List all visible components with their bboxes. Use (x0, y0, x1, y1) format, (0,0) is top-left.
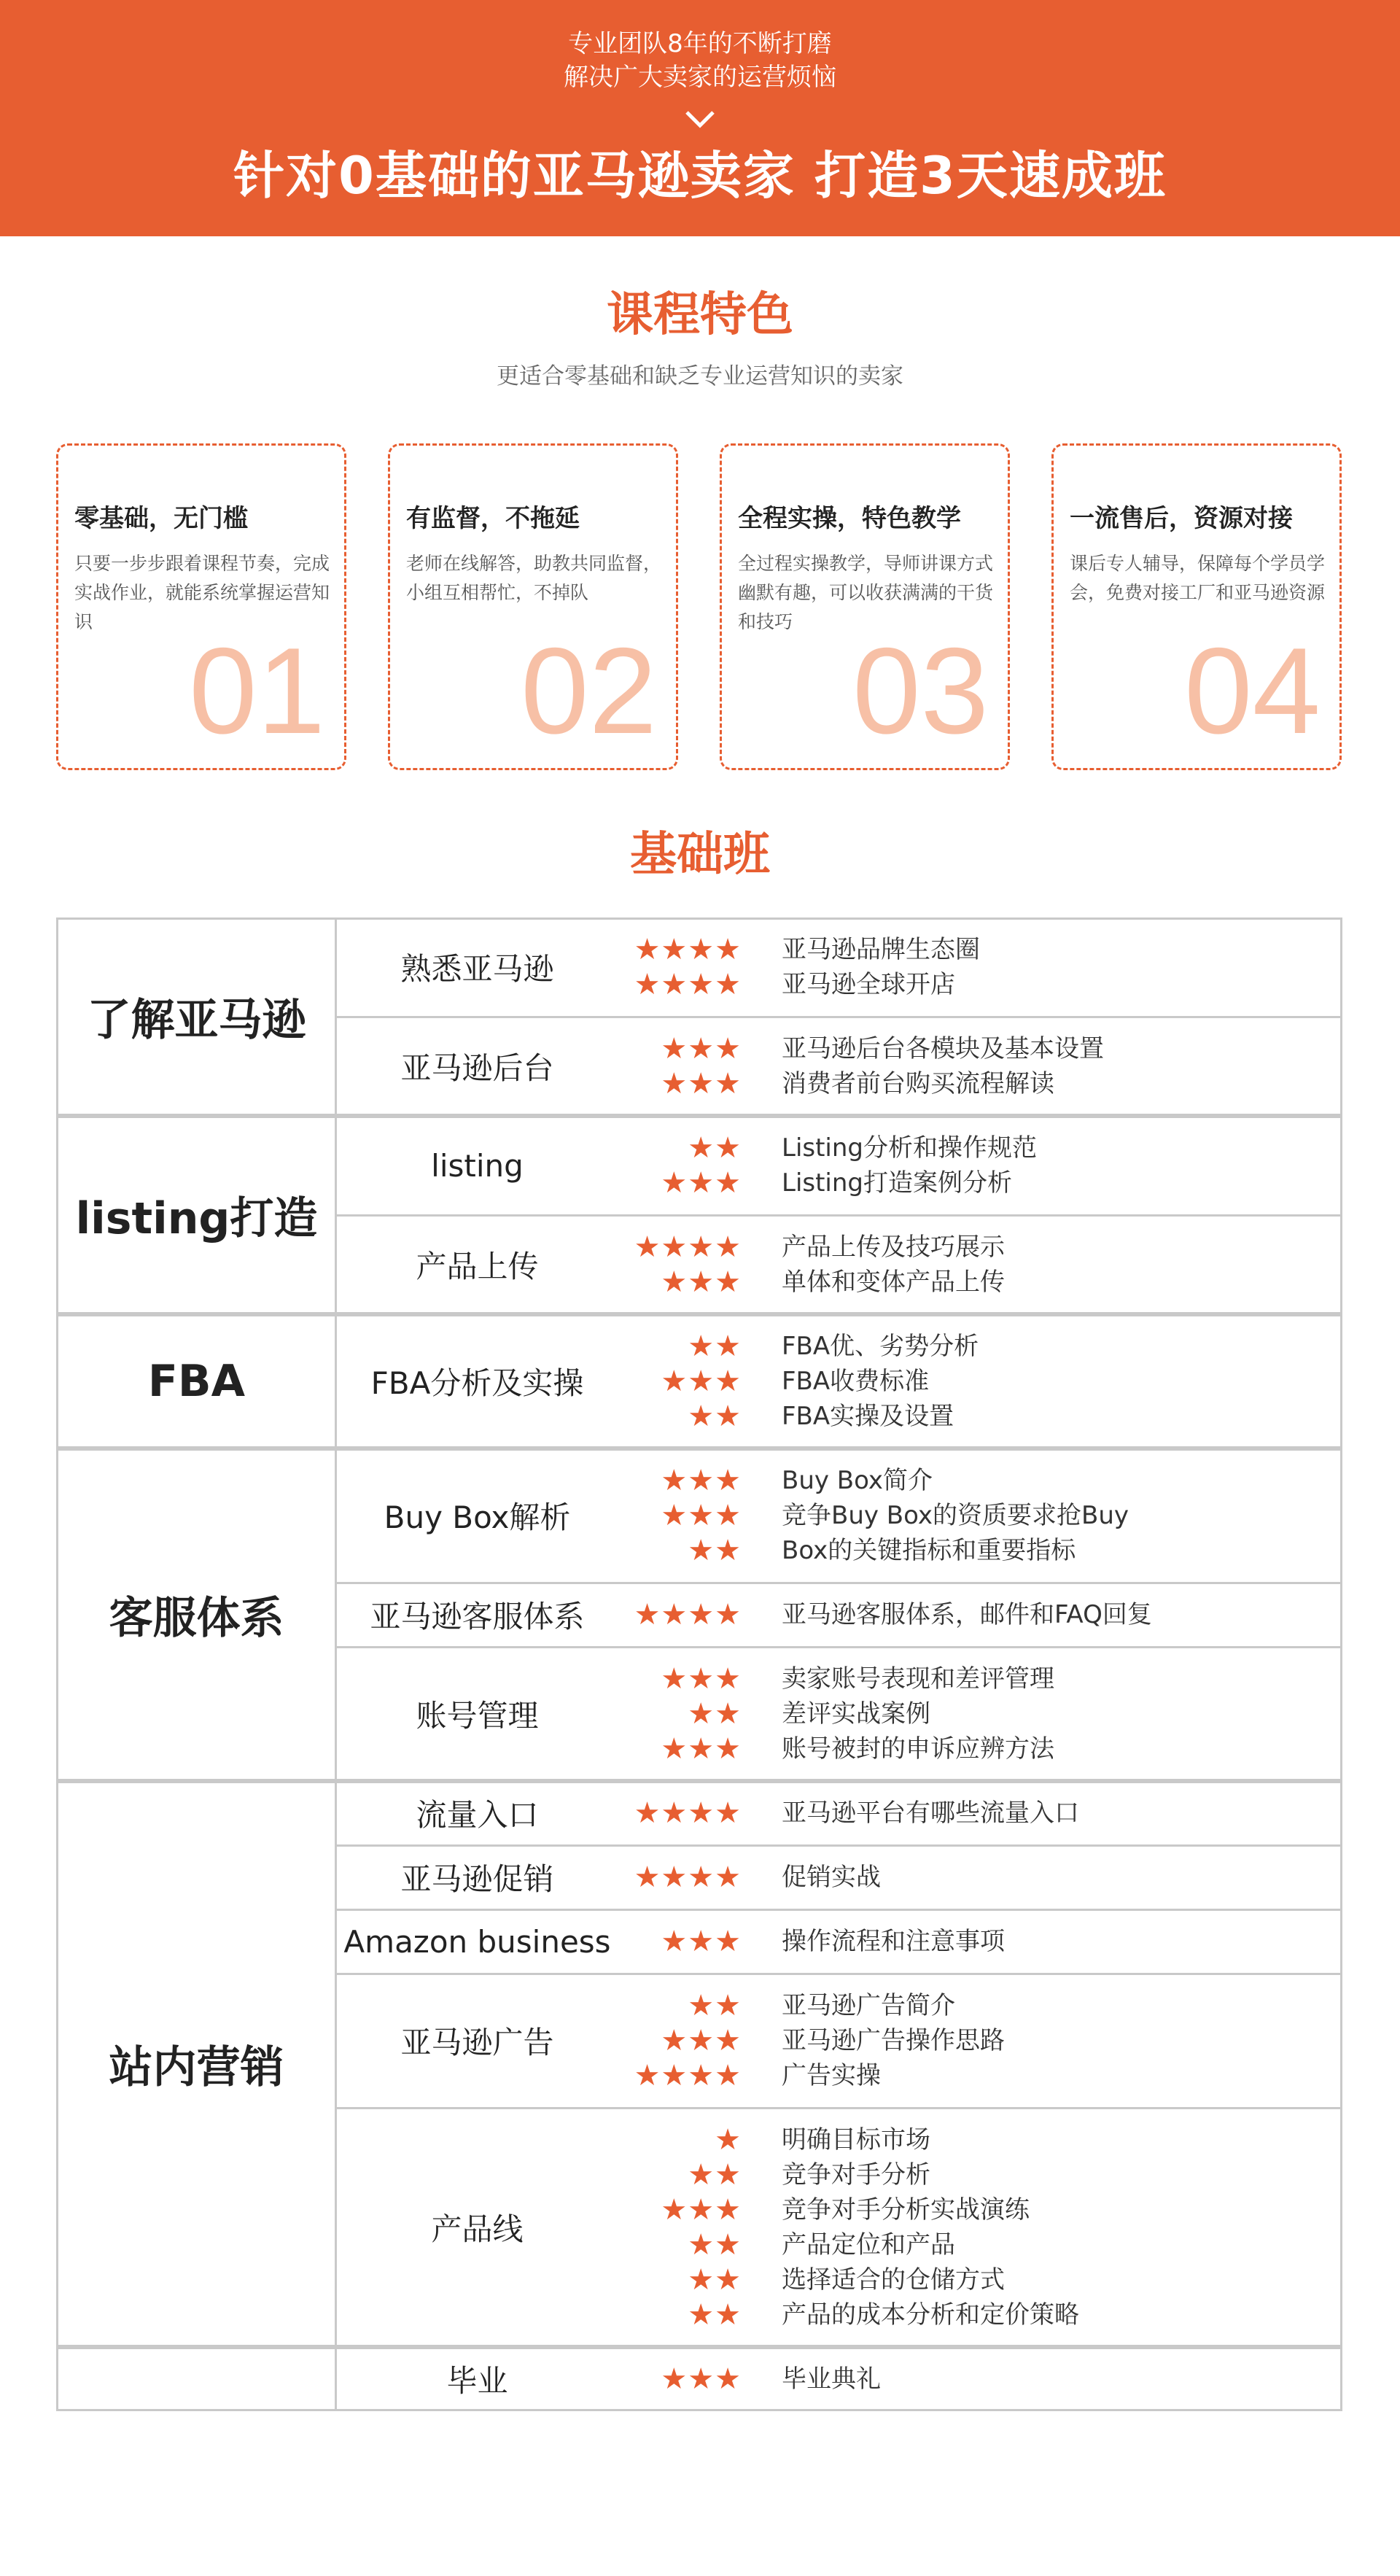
category-content-border (335, 1448, 1342, 1781)
chevron-down-icon (684, 108, 716, 130)
feature-card-desc: 只要一步步跟着课程节奏，完成实战作业，就能系统掌握运营知识 (74, 553, 330, 632)
star-rating: ★★★ (661, 1732, 742, 1766)
feature-card-title: 全程实操，特色教学 (738, 504, 961, 533)
star-rating: ★★★ (661, 1032, 742, 1066)
star-rating: ★★★★ (634, 968, 742, 1001)
module-name: 亚马逊促销 (400, 1861, 554, 1897)
feature-card-title: 有监督，不拖延 (406, 504, 580, 533)
topic-item: 亚马逊客服体系，邮件和FAQ回复 (782, 1600, 1152, 1629)
module-name: 毕业 (446, 2363, 508, 2399)
module-name: 亚马逊后台 (400, 1050, 554, 1086)
category-content-border (335, 1116, 1342, 1314)
topic-item: Box的关键指标和重要指标 (782, 1536, 1076, 1565)
module-name: Buy Box解析 (384, 1500, 571, 1535)
module-name: 流量入口 (416, 1797, 539, 1833)
category-name: listing打造 (75, 1193, 318, 1244)
topic-item: 卖家账号表现和差评管理 (782, 1664, 1054, 1694)
star-rating: ★★ (688, 2263, 742, 2297)
star-rating: ★★ (688, 2158, 742, 2192)
topic-item: Listing打造案例分析 (782, 1168, 1013, 1198)
star-rating: ★★ (688, 2298, 742, 2332)
feature-card-desc: 全过程实操教学，导师讲课方式幽默有趣，可以收获满满的干货和技巧 (738, 553, 994, 632)
category-name: 了解亚马逊 (87, 995, 306, 1046)
banner-line-1: 专业团队8年的不断打磨 (568, 29, 832, 58)
topic-item: 亚马逊全球开店 (782, 970, 955, 999)
star-rating: ★★★ (661, 2193, 742, 2227)
category-cell-border (56, 1116, 337, 1314)
star-rating: ★★ (688, 1131, 742, 1165)
star-rating: ★★★★ (634, 1796, 742, 1830)
category-cell-border (56, 2347, 337, 2411)
course-table (56, 917, 1342, 2411)
course-title: 基础班 (630, 828, 770, 882)
star-rating: ★★★★ (634, 1861, 742, 1894)
category-name: 站内营销 (109, 2042, 284, 2093)
topic-item: 亚马逊品牌生态圈 (782, 935, 980, 964)
topic-item: FBA收费标准 (782, 1367, 930, 1396)
feature-card-desc: 课后专人辅导，保障每个学员学会，免费对接工厂和亚马逊资源 (1070, 553, 1326, 603)
topic-item: 操作流程和注意事项 (782, 1927, 1005, 1956)
features-title: 课程特色 (607, 288, 793, 342)
star-rating: ★★★ (661, 1365, 742, 1398)
category-name: 客服体系 (109, 1593, 284, 1644)
category-cell-border (56, 1448, 337, 1781)
top-banner (0, 0, 1400, 236)
star-rating: ★★ (688, 1697, 742, 1731)
topic-item: 竞争对手分析 (782, 2160, 930, 2189)
topic-item: 竞争Buy Box的资质要求抢Buy (782, 1501, 1129, 1530)
category-content-border (335, 1781, 1342, 2347)
module-name: 账号管理 (416, 1698, 539, 1734)
star-rating: ★★★ (661, 1499, 742, 1532)
star-rating: ★ (715, 2123, 742, 2157)
topic-item: 差评实战案例 (782, 1699, 930, 1729)
feature-card-desc: 老师在线解答，助教共同监督，小组互相帮忙，不掉队 (406, 553, 662, 603)
topic-item: Listing分析和操作规范 (782, 1133, 1038, 1163)
topic-item: 产品的成本分析和定价策略 (782, 2300, 1079, 2329)
category-content-border (335, 2347, 1342, 2411)
module-name: 亚马逊客服体系 (370, 1599, 585, 1634)
topic-item: 竞争对手分析实战演练 (782, 2195, 1030, 2224)
feature-card-number: 03 (852, 622, 989, 759)
feature-card-number: 04 (1184, 622, 1321, 759)
topic-item: 账号被封的申诉应辨方法 (782, 1734, 1054, 1764)
topic-item: Buy Box简介 (782, 1466, 933, 1495)
category-cell-border (56, 1314, 337, 1448)
topic-item: 亚马逊平台有哪些流量入口 (782, 1799, 1079, 1828)
topic-item: 促销实战 (782, 1863, 881, 1892)
star-rating: ★★ (688, 1330, 742, 1363)
module-name: 熟悉亚马逊 (400, 951, 554, 987)
topic-item: 选择适合的仓储方式 (782, 2265, 1005, 2294)
feature-card-3 (720, 443, 1010, 770)
star-rating: ★★★ (661, 2024, 742, 2057)
module-name: 亚马逊广告 (400, 2025, 554, 2060)
category-name: FBA (147, 1356, 246, 1407)
star-rating: ★★★★ (634, 2059, 742, 2092)
star-rating: ★★★ (661, 1067, 742, 1101)
topic-item: 产品定位和产品 (782, 2230, 955, 2259)
star-rating: ★★★★ (634, 933, 742, 966)
star-rating: ★★★★ (634, 1598, 742, 1632)
star-rating: ★★ (688, 1534, 742, 1567)
module-name: listing (431, 1147, 524, 1184)
star-rating: ★★★ (661, 1662, 742, 1696)
star-rating: ★★ (688, 2228, 742, 2262)
category-content-border (335, 917, 1342, 1116)
star-rating: ★★★ (661, 2362, 742, 2396)
module-name: 产品上传 (416, 1249, 539, 1284)
feature-card-number: 01 (189, 622, 325, 759)
banner-title: 针对0基础的亚马逊卖家 打造3天速成班 (233, 146, 1167, 206)
star-rating: ★★★ (661, 1464, 742, 1497)
banner-line-2: 解决广大卖家的运营烦恼 (564, 63, 836, 92)
category-cell-border (56, 917, 337, 1116)
topic-item: 亚马逊后台各模块及基本设置 (782, 1034, 1104, 1063)
topic-item: 产品上传及技巧展示 (782, 1233, 1005, 1262)
topic-item: FBA优、劣势分析 (782, 1332, 979, 1361)
module-name: 产品线 (431, 2211, 524, 2247)
feature-card-number: 02 (521, 622, 657, 759)
star-rating: ★★★★ (634, 1230, 742, 1264)
category-content-border (335, 1314, 1342, 1448)
topic-item: 单体和变体产品上传 (782, 1268, 1005, 1297)
star-rating: ★★★ (661, 1925, 742, 1958)
module-name: Amazon business (343, 1923, 611, 1960)
feature-card-1 (56, 443, 346, 770)
feature-card-title: 一流售后，资源对接 (1070, 504, 1293, 533)
topic-item: 明确目标市场 (782, 2125, 930, 2154)
module-name: FBA分析及实操 (370, 1365, 584, 1401)
category-cell-border (56, 1781, 337, 2347)
feature-card-2 (388, 443, 678, 770)
star-rating: ★★ (688, 1989, 742, 2022)
topic-item: 毕业典礼 (782, 2364, 881, 2394)
star-rating: ★★★ (661, 1265, 742, 1299)
topic-item: 消费者前台购买流程解读 (782, 1069, 1054, 1098)
features-subtitle: 更适合零基础和缺乏专业运营知识的卖家 (497, 363, 903, 389)
topic-item: 广告实操 (782, 2061, 881, 2090)
star-rating: ★★★ (661, 1166, 742, 1200)
star-rating: ★★ (688, 1400, 742, 1433)
feature-card-title: 零基础，无门槛 (74, 504, 248, 533)
topic-item: FBA实操及设置 (782, 1402, 954, 1431)
feature-card-4 (1051, 443, 1342, 770)
topic-item: 亚马逊广告简介 (782, 1991, 955, 2020)
topic-item: 亚马逊广告操作思路 (782, 2026, 1005, 2055)
